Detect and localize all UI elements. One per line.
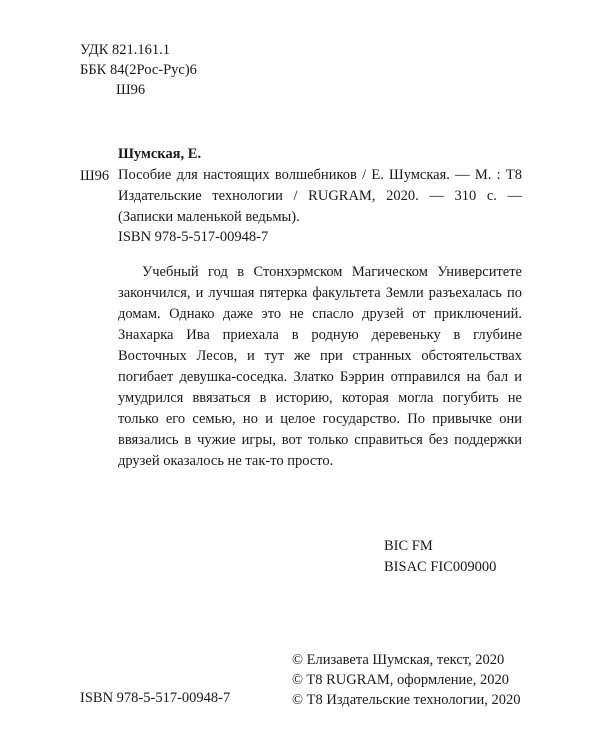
author-mark-side: Ш96 <box>80 168 110 184</box>
annotation-text: Учебный год в Стонхэрмском Магическом Университете закончился, и лучшая пятерка факультета Земли разъехалась по домам. Однако даже это не спасло друзей от приключений. Знахарка Ива приехала в родную деревеньку в глубине Восточных Лесов, и тут же при странных обстоятельствах погибает девушка-соседка. Златко Бэррин отправился на бал и умудрился ввязаться в историю, которая могла погубить не только его семью, но и целое государство. По привычке они ввязались в чужие игры, вот только справиться без поддержки друзей оказалось не так-то просто. <box>118 264 522 469</box>
copyright-line: © Т8 Издательские технологии, 2020 <box>292 692 521 708</box>
bibliographic-record <box>118 144 522 228</box>
author-name: Шумская, Е. <box>118 146 202 162</box>
copyright-block <box>292 650 521 710</box>
bic-code: BIC FM <box>384 538 433 554</box>
author-mark-top: Ш96 <box>116 82 146 98</box>
copyright-line: © T8 RUGRAM, оформление, 2020 <box>292 672 509 688</box>
bibliographic-description: Пособие для настоящих волшебников / Е. Шумская. — М. : Т8 Издательские технологии / RUGRAM, 2020. — 310 с. — (Записки маленькой ведьмы). <box>118 167 522 225</box>
copyright-line: © Елизавета Шумская, текст, 2020 <box>292 652 505 668</box>
udk-code: УДК 821.161.1 <box>80 42 170 58</box>
bbk-code: ББК 84(2Рос-Рус)6 <box>80 62 197 78</box>
subject-codes <box>384 536 496 578</box>
isbn-top: ISBN 978-5-517-00948-7 <box>118 229 269 245</box>
bisac-code: BISAC FIC009000 <box>384 559 497 575</box>
isbn-bottom: ISBN 978-5-517-00948-7 <box>80 690 231 706</box>
